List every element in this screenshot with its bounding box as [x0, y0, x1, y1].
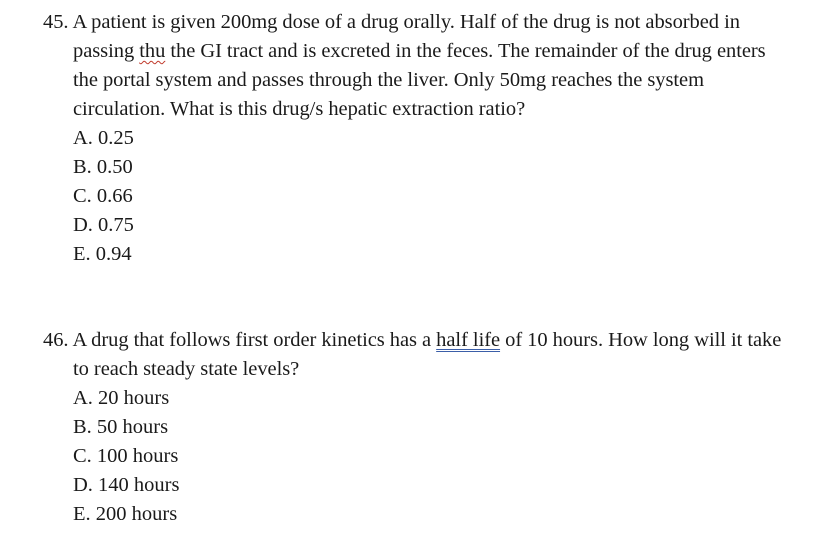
spelling-flag[interactable]: thu — [139, 40, 166, 62]
question-46-stem — [43, 326, 817, 384]
question-46-option-e: E. 200 hours — [73, 503, 178, 525]
question-46-stem-text-end: of 10 hours. How long will it take to reach steady state levels? — [73, 329, 782, 380]
question-46-option-c: C. 100 hours — [73, 445, 179, 467]
question-46-option-b: B. 50 hours — [73, 416, 169, 438]
question-45-option-a: A. 0.25 — [73, 127, 134, 149]
question-46-stem-text-start: A drug that follows first order kinetics has a — [72, 329, 432, 351]
question-46-option-d: D. 140 hours — [73, 474, 180, 496]
question-45-option-d: D. 0.75 — [73, 214, 134, 236]
question-46 — [0, 326, 817, 529]
question-45-option-b: B. 0.50 — [73, 156, 133, 178]
question-45-option-c: C. 0.66 — [73, 185, 133, 207]
question-45-stem-text-end: the GI tract and is excreted in the feces. The remainder of the drug enters the portal system and passes through the liver. Only 50mg reaches the system circulation. What is this drug/s hepatic extraction ratio? — [73, 40, 766, 120]
question-45-option-e: E. 0.94 — [73, 243, 132, 265]
question-46-option-a: A. 20 hours — [73, 387, 170, 409]
question-45-number: 45. — [43, 11, 69, 33]
question-45 — [0, 8, 817, 269]
question-45-stem-text-start: A patient is given 200mg dose of a drug orally. Half of the drug is not absorbed in passing — [72, 11, 740, 62]
question-46-number: 46. — [43, 329, 69, 351]
grammar-flag[interactable]: half life — [436, 329, 501, 351]
question-45-stem — [43, 8, 817, 124]
